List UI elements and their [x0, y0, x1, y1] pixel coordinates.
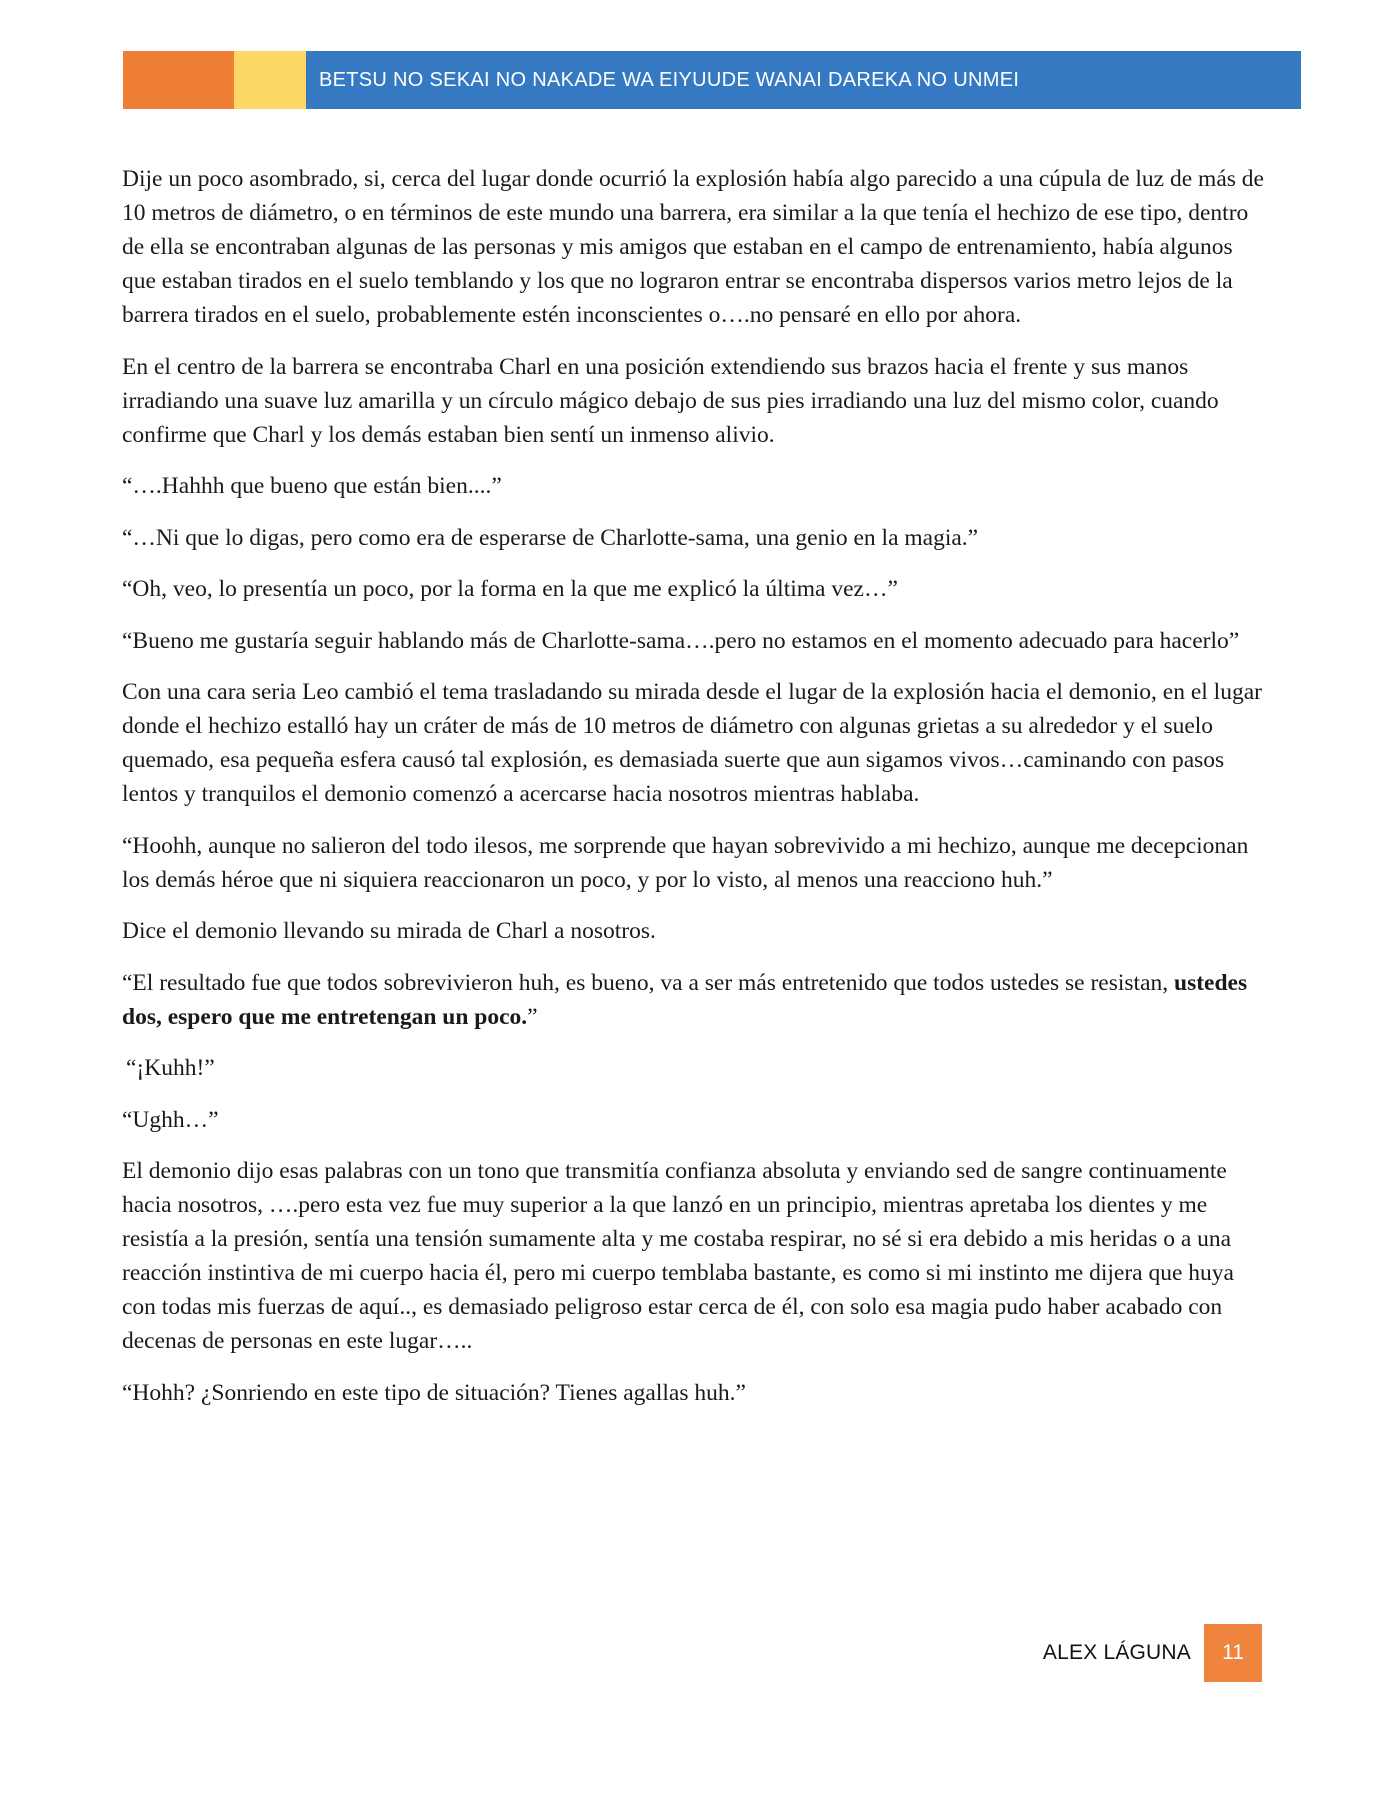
header-orange-block: [123, 51, 234, 109]
paragraph: “¡Kuhh!”: [126, 1055, 215, 1081]
header-title-bar: [306, 51, 1301, 109]
paragraph: El demonio dijo esas palabras con un tono que transmitía confianza absoluta y enviando sed de sangre continuamente hacia nosotros, ….pero esta vez fue muy superior a la que lanzó en un principio, mientras apretaba los dientes y me resistía a la presión, sentía una tensión sumamente alta y me costaba respirar, no sé si era debido a mis heridas o a una reacción instintiva de mi cuerpo hacia él, pero mi cuerpo temblaba bastante, es como si mi instinto me dijera que huya con todas mis fuerzas de aquí.., es demasiado peligroso estar cerca de él, con solo esa magia pudo haber acabado con decenas de personas en este lugar…..: [122, 1158, 1234, 1354]
paragraph: “….Hahhh que bueno que están bien....”: [122, 473, 502, 499]
paragraph: En el centro de la barrera se encontraba Charl en una posición extendiendo sus brazos hacia el frente y sus manos irradiando una suave luz amarilla y un círculo mágico debajo de sus pies irradiando una luz del mismo color, cuando confirme que Charl y los demás estaban bien sentí un inmenso alivio.: [122, 353, 1219, 448]
page-footer: [1000, 1624, 1262, 1682]
page-number: 11: [1204, 1624, 1262, 1682]
footer-author: ALEX LÁGUNA: [1042, 1641, 1191, 1664]
header-yellow-block: [234, 51, 306, 109]
paragraph: “Ughh…”: [122, 1106, 219, 1133]
header-title: BETSU NO SEKAI NO NAKADE WA EIYUUDE WANAI DAREKA NO UNMEI: [319, 68, 1020, 91]
paragraph-mixed: [122, 966, 1270, 1034]
paragraph-text: “El resultado fue que todos sobrevivieron huh, es bueno, va a ser más entretenido que todos ustedes se resistan,: [122, 969, 1175, 996]
paragraph: Con una cara seria Leo cambió el tema trasladando su mirada desde el lugar de la explosión hacia el demonio, en el lugar donde el hechizo estalló hay un cráter de más de 10 metros de diámetro con algunas grietas a su alrededor y el suelo quemado, esa pequeña esfera causó tal explosión, es demasiada suerte que aun sigamos vivos…caminando con pasos lentos y tranquilos el demonio comenzó a acercarse hacia nosotros mientras hablaba.: [122, 679, 1262, 807]
paragraph: “Oh, veo, lo presentía un poco, por la forma en la que me explicó la última vez…”: [122, 576, 898, 602]
page-header: [123, 51, 1301, 109]
paragraph: “Hoohh, aunque no salieron del todo ilesos, me sorprende que hayan sobrevivido a mi hechizo, aunque me decepcionan los demás héroe que ni siquiera reaccionaron un poco, y por lo visto, al menos una reacciono huh.”: [122, 832, 1249, 893]
body-text: [122, 162, 1270, 1427]
paragraph: Dije un poco asombrado, si, cerca del lugar donde ocurrió la explosión había algo parecido a una cúpula de luz de más de 10 metros de diámetro, o en términos de este mundo una barrera, era similar a la que tenía el hechizo de ese tipo, dentro de ella se encontraban algunas de las personas y mis amigos que estaban en el campo de entrenamiento, había algunos que estaban tirados en el suelo temblando y los que no lograron entrar se encontraba dispersos varios metro lejos de la barrera tirados en el suelo, probablemente estén inconscientes o….no pensaré en ello por ahora.: [122, 166, 1264, 328]
paragraph: “Bueno me gustaría seguir hablando más de Charlotte-sama….pero no estamos en el momento adecuado para hacerlo”: [122, 627, 1240, 654]
paragraph-text-end: ”: [527, 1003, 538, 1030]
paragraph: “Hohh? ¿Sonriendo en este tipo de situación? Tienes agallas huh.”: [122, 1379, 746, 1406]
paragraph: “…Ni que lo digas, pero como era de esperarse de Charlotte-sama, una genio en la magia.”: [122, 524, 979, 551]
paragraph: Dice el demonio llevando su mirada de Charl a nosotros.: [122, 918, 656, 944]
paragraph-bold-text: ustedes dos, espero que me entretengan un poco.: [122, 969, 1248, 1030]
